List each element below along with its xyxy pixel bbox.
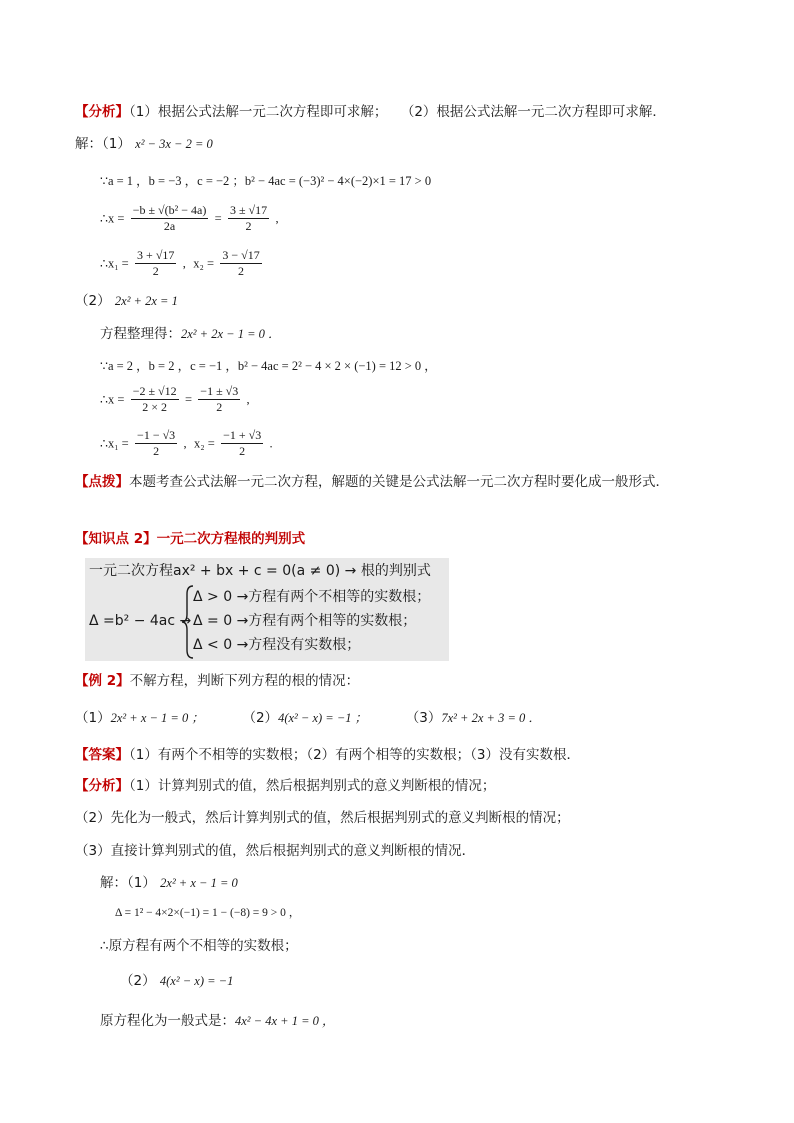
root-x1-numerator: 3 + √17 xyxy=(137,248,175,262)
root2-x1-denominator: 2 xyxy=(153,444,160,458)
x2-numerator-a: −2 ± √12 xyxy=(132,384,177,398)
part2-label: （2） xyxy=(75,293,111,309)
solution2-general-text: 原方程化为一般式是： xyxy=(100,1013,235,1029)
q1-equation: 2x² + x − 1 = 0 ； xyxy=(110,711,204,725)
rearrange-text: 方程整理得： xyxy=(100,326,181,342)
value-denominator-1: 2 xyxy=(245,219,252,233)
knowledge-point-heading xyxy=(75,530,305,548)
tip-line xyxy=(75,473,669,491)
value-fraction-1 xyxy=(228,203,269,234)
analysis-tag: 【分析】 xyxy=(75,104,129,120)
root-x2-fraction xyxy=(220,248,261,279)
solution2-conclusion-1: ∴原方程有两个不相等的实数根； xyxy=(100,938,298,954)
root2-x1-numerator: −1 − √3 xyxy=(137,428,176,442)
value-numerator-1: 3 ± √17 xyxy=(229,203,268,217)
x-lhs: ∴x = xyxy=(100,211,125,226)
analysis2-line-2: （2）先化为一般式，然后计算判别式的值，然后根据判别式的意义判断根的情况； xyxy=(75,810,570,826)
root-x2-denominator: 2 xyxy=(238,264,245,278)
formula-fraction xyxy=(131,203,209,234)
formula-numerator: −b ± √(b² − 4a) xyxy=(132,203,207,217)
knowledge-point-title: 一元二次方程根的判别式 xyxy=(156,531,306,547)
box-case-3: Δ < 0 →方程没有实数根； xyxy=(193,637,361,653)
rearrange-eq: 2x² + 2x − 1 = 0 ． xyxy=(181,327,281,341)
root2-x2-label: x₂ = xyxy=(194,436,215,451)
x2-lhs: ∴x = xyxy=(100,392,125,407)
solution2-delta: Δ = 1² − 4×2×(−1) = 1 − (−8) = 9 > 0 ， xyxy=(115,907,301,919)
equation-1: x² − 3x − 2 = 0 xyxy=(135,137,213,151)
q1-label: （1） xyxy=(75,710,111,726)
x2-denominator-b: 2 xyxy=(216,400,223,414)
x2-denominator-a: 2 × 2 xyxy=(142,400,168,414)
example2-line xyxy=(75,672,359,690)
box-case-2: Δ = 0 →方程有两个相等的实数根； xyxy=(193,613,417,629)
solution2-part2 xyxy=(120,972,233,990)
solution2-equation-2: 4(x² − x) = −1 xyxy=(159,974,234,988)
root2-x2-fraction xyxy=(221,428,263,459)
example2-question: 不解方程，判断下列方程的根的情况： xyxy=(129,673,360,689)
roots-line-2: ∴x₁ = $\frac{-1 - √3}{2}$ , x₂ = $\frac{-1 + √3}{2}$ . xyxy=(100,428,273,458)
q2-equation: 4(x² − x) = −1 ； xyxy=(278,711,368,725)
x2-fraction-b xyxy=(198,384,240,415)
part2-line xyxy=(75,292,178,310)
analysis2-line-1 xyxy=(75,777,495,795)
x2-fraction-a xyxy=(131,384,179,415)
curly-brace xyxy=(181,584,195,660)
answer-line xyxy=(75,746,580,764)
coefficients-text-1: ∵a = 1 ，b = −3 ，c = −2 ；b² − 4ac = (−3)² − 4×(−2)×1 = 17 > 0 xyxy=(100,174,432,188)
example2-equations xyxy=(75,709,541,727)
root-x2-numerator: 3 − √17 xyxy=(222,248,260,262)
analysis2-line-3: （3）直接计算判别式的值，然后根据判别式的意义判断根的情况． xyxy=(75,843,476,859)
box-case-1: Δ > 0 →方程有两个不相等的实数根； xyxy=(193,589,431,605)
root2-x1-fraction xyxy=(135,428,177,459)
discriminant-box xyxy=(85,558,449,661)
root2-x2-denominator: 2 xyxy=(239,444,246,458)
tip-tag: 【点拨】 xyxy=(75,474,129,490)
solution2-line-1 xyxy=(100,874,238,892)
analysis2-text-1: （1）计算判别式的值，然后根据判别式的意义判断根的情况； xyxy=(129,778,496,794)
solution2-general-eq: 4x² − 4x + 1 = 0 ， xyxy=(235,1014,335,1028)
answer-tag: 【答案】 xyxy=(75,747,129,763)
solution2-label: 解：（1） xyxy=(100,875,156,891)
root2-x2-numerator: −1 + √3 xyxy=(223,428,262,442)
coefficients-line-1 xyxy=(100,172,431,190)
coefficients-text-2: ∵a = 2 ，b = 2 ，c = −1 ，b² − 4ac = 2² − 4 × 2 × (−1) = 12 > 0 ， xyxy=(100,359,437,373)
coefficients-line-2 xyxy=(100,357,437,375)
analysis2-tag: 【分析】 xyxy=(75,778,129,794)
roots-line-1: ∴x₁ = $\frac{3 + √17}{2}$ , x₂ = $\frac{3 - √17}{2}$ xyxy=(100,248,260,278)
knowledge-point-tag: 【知识点 2】 xyxy=(75,531,157,547)
rearrange-line xyxy=(100,325,281,343)
quadratic-formula-line: ∴x = $\frac{\text{−b ± √(b² − 4a)}}{2a}$ = $\frac{3 \pm √17}{2}$ , xyxy=(100,203,279,233)
solution-line-1 xyxy=(75,135,213,153)
x2-numerator-b: −1 ± √3 xyxy=(200,384,239,398)
example2-tag: 【例 2】 xyxy=(75,673,130,689)
formula-denominator: 2a xyxy=(163,219,176,233)
solution2-general xyxy=(100,1012,335,1030)
answer-text: （1）有两个不相等的实数根；（2）有两个相等的实数根；（3）没有实数根． xyxy=(129,747,581,763)
solution2-equation-1: 2x² + x − 1 = 0 xyxy=(160,876,238,890)
q2-label: （2） xyxy=(242,710,279,726)
roots-prefix-2: ∴x₁ = xyxy=(100,436,129,451)
equation-2: 2x² + 2x = 1 xyxy=(114,294,178,308)
solution2-part2-label: （2） xyxy=(120,973,156,989)
q3-label: （3） xyxy=(405,710,442,726)
roots-prefix-1: ∴x₁ = xyxy=(100,256,129,271)
root-x2-label: x₂ = xyxy=(193,256,215,271)
root-x1-denominator: 2 xyxy=(152,264,159,278)
analysis-text: （1）根据公式法解一元二次方程即可求解； （2）根据公式法解一元二次方程即可求解． xyxy=(129,104,666,120)
x-values-line-2: ∴x = $\frac{-2 \pm √12}{2 \times 2}$ = $\frac{-1 \pm √3}{2}$ , xyxy=(100,384,250,414)
analysis-line xyxy=(75,103,666,121)
q3-equation: 7x² + 2x + 3 = 0 ． xyxy=(441,711,541,725)
tip-text: 本题考查公式法解一元二次方程，解题的关键是公式法解一元二次方程时要化成一般形式． xyxy=(129,474,669,490)
solution-label: 解：（1） xyxy=(75,136,131,152)
root-x1-fraction xyxy=(135,248,176,279)
box-delta: Δ =b² − 4ac → xyxy=(89,613,192,629)
box-line-1: 一元二次方程ax² + bx + c = 0(a ≠ 0) → 根的判别式 xyxy=(89,563,431,579)
